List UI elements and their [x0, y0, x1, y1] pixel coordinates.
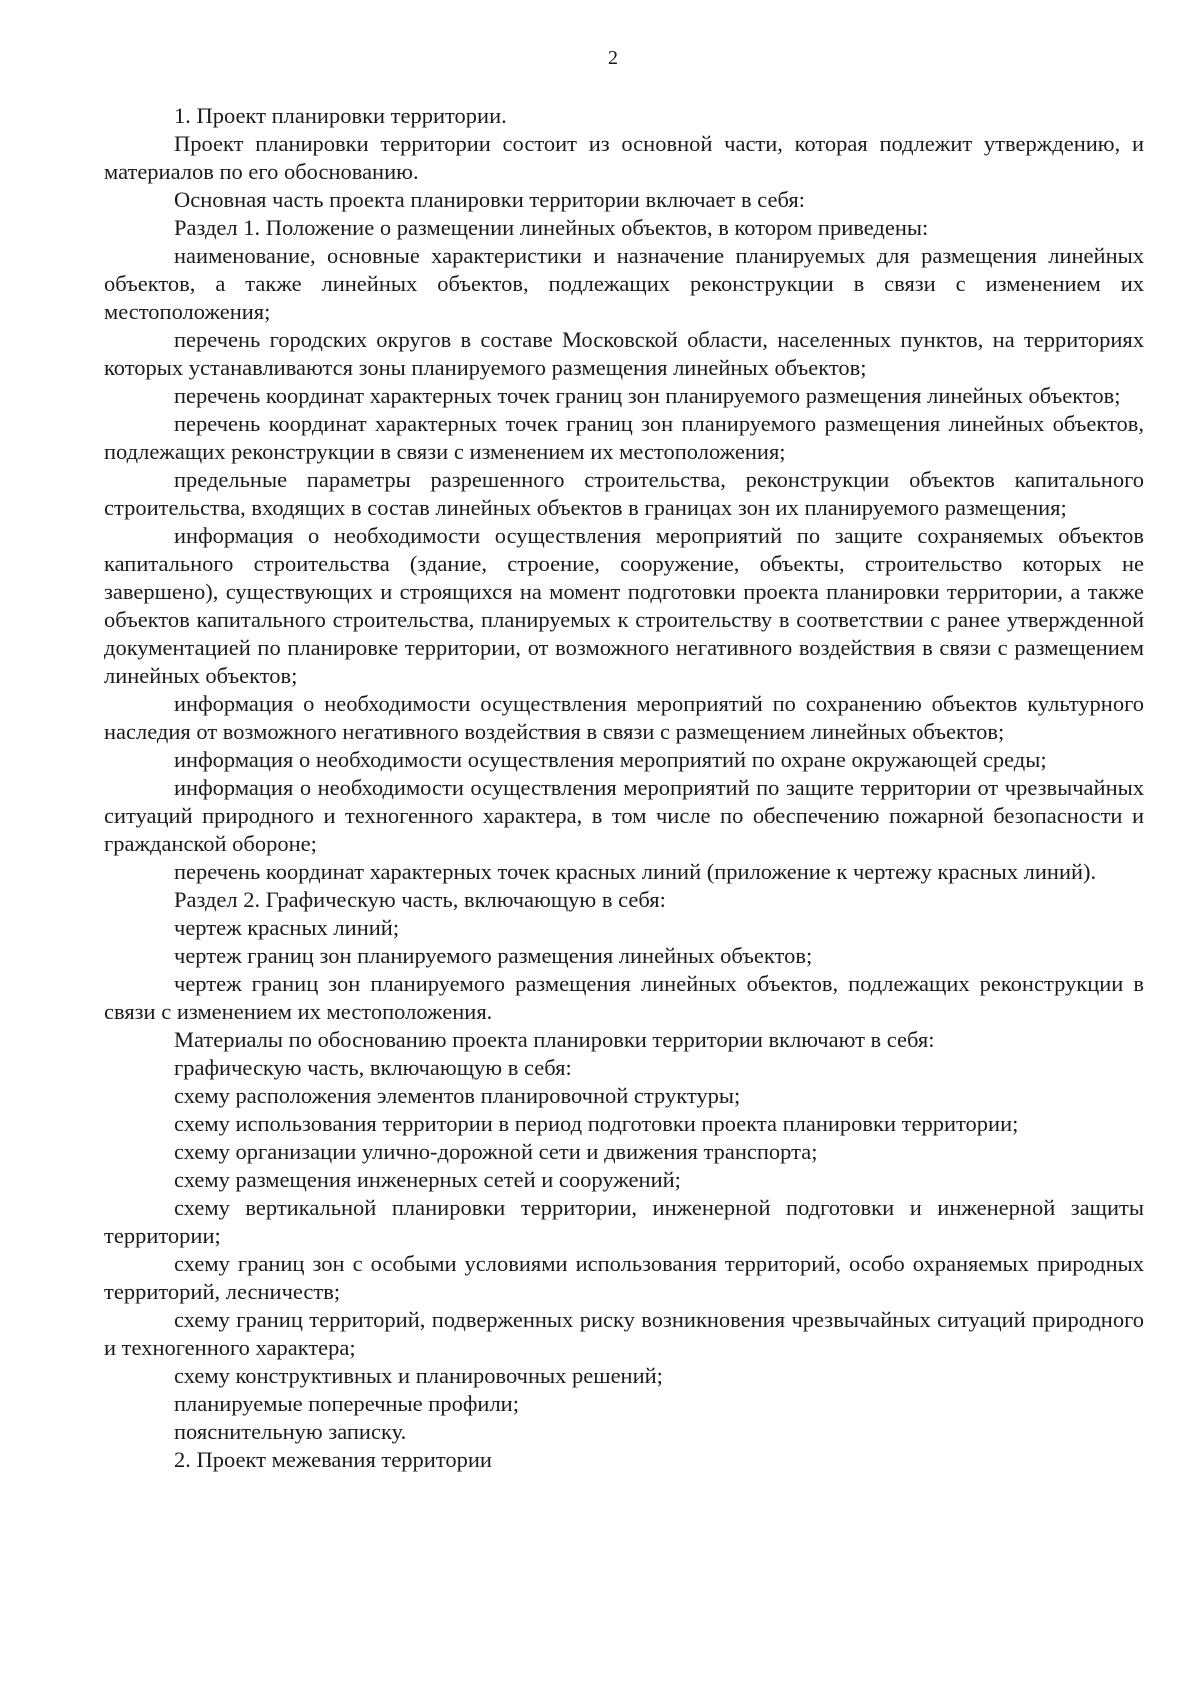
list-item: схему границ территорий, подверженных риску возникновения чрезвычайных ситуаций природного и техногенного характера; [104, 1307, 1144, 1360]
list-item: пояснительную записку. [174, 1419, 407, 1444]
materials-heading: Материалы по обоснованию проекта планировки территории включают в себя: [174, 1027, 935, 1052]
list-item: чертеж границ зон планируемого размещения линейных объектов; [174, 943, 813, 968]
list-item: перечень городских округов в составе Московской области, населенных пунктов, на территориях которых устанавливаются зоны планируемого размещения линейных объектов; [104, 327, 1144, 380]
list-item: схему границ зон с особыми условиями использования территорий, особо охраняемых природных территорий, лесничеств; [104, 1251, 1144, 1304]
heading-surveying-project: 2. Проект межевания территории [174, 1447, 492, 1472]
list-item: перечень координат характерных точек красных линий (приложение к чертежу красных линий). [174, 859, 1097, 884]
list-item: схему конструктивных и планировочных решений; [174, 1363, 663, 1388]
list-item: информация о необходимости осуществления мероприятий по сохранению объектов культурного наследия от возможного негативного воздействия в связи с размещением линейных объектов; [104, 691, 1144, 744]
list-item: графическую часть, включающую в себя: [174, 1055, 572, 1080]
list-item: информация о необходимости осуществления мероприятий по защите сохраняемых объектов капитального строительства (здание, строение, сооружение, объекты, строительство которых не завершено), существующих и строящихся на момент подготовки проекта планировки территории, а также объектов капитального строительства, планируемых к строительству в соответствии с ранее утвержденной документацией по планировке территории, от возможного негативного воздействия в связи с размещением линейных объектов; [104, 523, 1144, 688]
section-2-heading: Раздел 2. Графическую часть, включающую в себя: [174, 887, 666, 912]
list-item: схему использования территории в период подготовки проекта планировки территории; [174, 1111, 1019, 1136]
paragraph: Проект планировки территории состоит из основной части, которая подлежит утверждению, и материалов по его обоснованию. [104, 131, 1144, 184]
list-item: наименование, основные характеристики и назначение планируемых для размещения линейных объектов, а также линейных объектов, подлежащих реконструкции в связи с изменением их местоположения; [104, 243, 1144, 324]
paragraph: Основная часть проекта планировки территории включает в себя: [174, 187, 805, 212]
heading-planning-project: 1. Проект планировки территории. [174, 103, 507, 128]
document-body [104, 102, 1144, 1474]
list-item: схему организации улично-дорожной сети и движения транспорта; [174, 1139, 818, 1164]
list-item: схему размещения инженерных сетей и сооружений; [174, 1167, 681, 1192]
list-item: информация о необходимости осуществления мероприятий по защите территории от чрезвычайных ситуаций природного и техногенного характера, в том числе по обеспечению пожарной безопасности и гражданской обороне; [104, 775, 1144, 856]
page-number: 2 [608, 47, 618, 69]
list-item: планируемые поперечные профили; [174, 1391, 519, 1416]
section-1-heading: Раздел 1. Положение о размещении линейных объектов, в котором приведены: [174, 215, 929, 240]
list-item: перечень координат характерных точек границ зон планируемого размещения линейных объектов; [174, 383, 1121, 408]
list-item: перечень координат характерных точек границ зон планируемого размещения линейных объектов, подлежащих реконструкции в связи с изменением их местоположения; [104, 411, 1144, 464]
list-item: информация о необходимости осуществления мероприятий по охране окружающей среды; [174, 747, 1047, 772]
list-item: предельные параметры разрешенного строительства, реконструкции объектов капитального строительства, входящих в состав линейных объектов в границах зон их планируемого размещения; [104, 467, 1144, 520]
list-item: чертеж границ зон планируемого размещения линейных объектов, подлежащих реконструкции в связи с изменением их местоположения. [104, 971, 1144, 1024]
list-item: схему расположения элементов планировочной структуры; [174, 1083, 741, 1108]
list-item: схему вертикальной планировки территории, инженерной подготовки и инженерной защиты территории; [104, 1195, 1144, 1248]
list-item: чертеж красных линий; [174, 915, 400, 940]
